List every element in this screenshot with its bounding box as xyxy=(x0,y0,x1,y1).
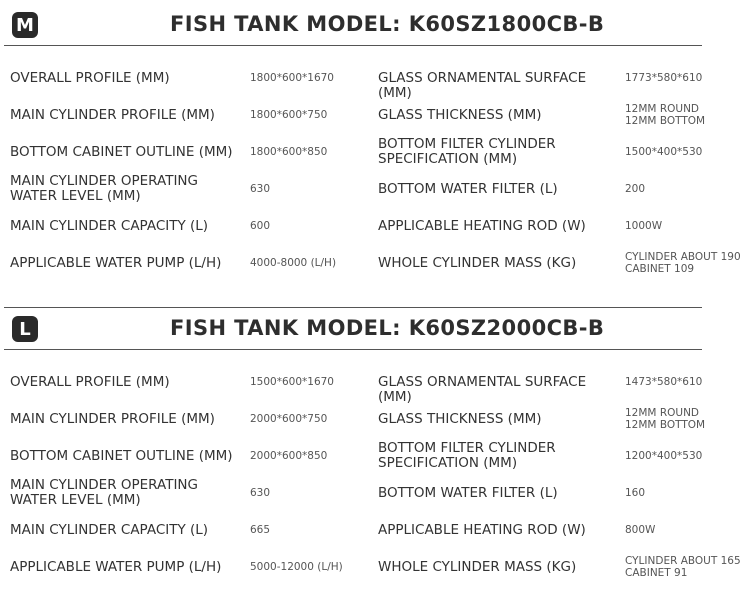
spec-value: 12MM ROUND 12MM BOTTOM xyxy=(625,407,706,431)
spec-label: MAIN CYLINDER PROFILE (MM) xyxy=(10,410,215,427)
spec-value: 630 xyxy=(250,183,271,195)
spec-label: BOTTOM WATER FILTER (L) xyxy=(378,484,558,501)
spec-label: GLASS ORNAMENTAL SURFACE (MM) xyxy=(378,373,587,405)
spec-label: APPLICABLE HEATING ROD (W) xyxy=(378,217,586,234)
divider xyxy=(4,349,702,350)
spec-label: OVERALL PROFILE (MM) xyxy=(10,373,170,390)
divider xyxy=(4,307,702,308)
spec-label: BOTTOM WATER FILTER (L) xyxy=(378,180,558,197)
section-title: FISH TANK MODEL: K60SZ1800CB-B xyxy=(170,12,605,36)
spec-value: 12MM ROUND 12MM BOTTOM xyxy=(625,103,706,127)
spec-label: APPLICABLE HEATING ROD (W) xyxy=(378,521,586,538)
spec-label: APPLICABLE WATER PUMP (L/H) xyxy=(10,254,222,271)
spec-value: 1200*400*530 xyxy=(625,450,703,462)
spec-row xyxy=(0,549,750,585)
spec-value: 4000-8000 (L/H) xyxy=(250,257,337,269)
spec-row xyxy=(0,171,750,207)
spec-value: 1500*600*1670 xyxy=(250,376,334,388)
spec-value: 1000W xyxy=(625,220,663,232)
spec-value: 665 xyxy=(250,524,271,536)
spec-value: 800W xyxy=(625,524,656,536)
spec-row xyxy=(0,364,750,405)
spec-label: WHOLE CYLINDER MASS (KG) xyxy=(378,254,577,271)
spec-row xyxy=(0,438,750,474)
spec-value: 1800*600*850 xyxy=(250,146,328,158)
spec-value: 200 xyxy=(625,183,646,195)
spec-label: BOTTOM FILTER CYLINDER SPECIFICATION (MM) xyxy=(378,440,556,471)
spec-label: MAIN CYLINDER OPERATING WATER LEVEL (MM) xyxy=(10,173,198,204)
spec-row xyxy=(0,97,750,133)
spec-row xyxy=(0,401,750,437)
spec-label: GLASS THICKNESS (MM) xyxy=(378,410,542,427)
spec-label: MAIN CYLINDER CAPACITY (L) xyxy=(10,521,209,538)
spec-value: 1800*600*750 xyxy=(250,109,328,121)
spec-row xyxy=(0,134,750,170)
spec-row xyxy=(0,60,750,101)
spec-value: 1500*400*530 xyxy=(625,146,703,158)
spec-label: MAIN CYLINDER CAPACITY (L) xyxy=(10,217,209,234)
spec-label: WHOLE CYLINDER MASS (KG) xyxy=(378,558,577,575)
spec-value: 2000*600*850 xyxy=(250,450,328,462)
size-badge: M xyxy=(12,12,38,38)
spec-value: CYLINDER ABOUT 190 CABINET 109 xyxy=(625,251,741,275)
section-title: FISH TANK MODEL: K60SZ2000CB-B xyxy=(170,316,605,340)
spec-value: 160 xyxy=(625,487,646,499)
spec-label: BOTTOM CABINET OUTLINE (MM) xyxy=(10,447,233,464)
spec-row xyxy=(0,475,750,511)
size-badge: L xyxy=(12,316,38,342)
spec-row xyxy=(0,208,750,244)
spec-value: 5000-12000 (L/H) xyxy=(250,561,343,573)
spec-value: CYLINDER ABOUT 165 CABINET 91 xyxy=(625,555,741,579)
spec-value: 1773*580*610 xyxy=(625,72,703,84)
spec-value: 600 xyxy=(250,220,271,232)
spec-label: BOTTOM CABINET OUTLINE (MM) xyxy=(10,143,233,160)
spec-value: 2000*600*750 xyxy=(250,413,328,425)
spec-label: GLASS THICKNESS (MM) xyxy=(378,106,542,123)
spec-value: 1473*580*610 xyxy=(625,376,703,388)
spec-label: MAIN CYLINDER PROFILE (MM) xyxy=(10,106,215,123)
spec-label: MAIN CYLINDER OPERATING WATER LEVEL (MM) xyxy=(10,477,198,508)
spec-label: BOTTOM FILTER CYLINDER SPECIFICATION (MM) xyxy=(378,136,556,167)
spec-row xyxy=(0,512,750,548)
spec-label: OVERALL PROFILE (MM) xyxy=(10,69,170,86)
spec-value: 630 xyxy=(250,487,271,499)
spec-row xyxy=(0,245,750,281)
spec-label: APPLICABLE WATER PUMP (L/H) xyxy=(10,558,222,575)
spec-value: 1800*600*1670 xyxy=(250,72,334,84)
spec-label: GLASS ORNAMENTAL SURFACE (MM) xyxy=(378,69,587,101)
divider xyxy=(4,45,702,46)
